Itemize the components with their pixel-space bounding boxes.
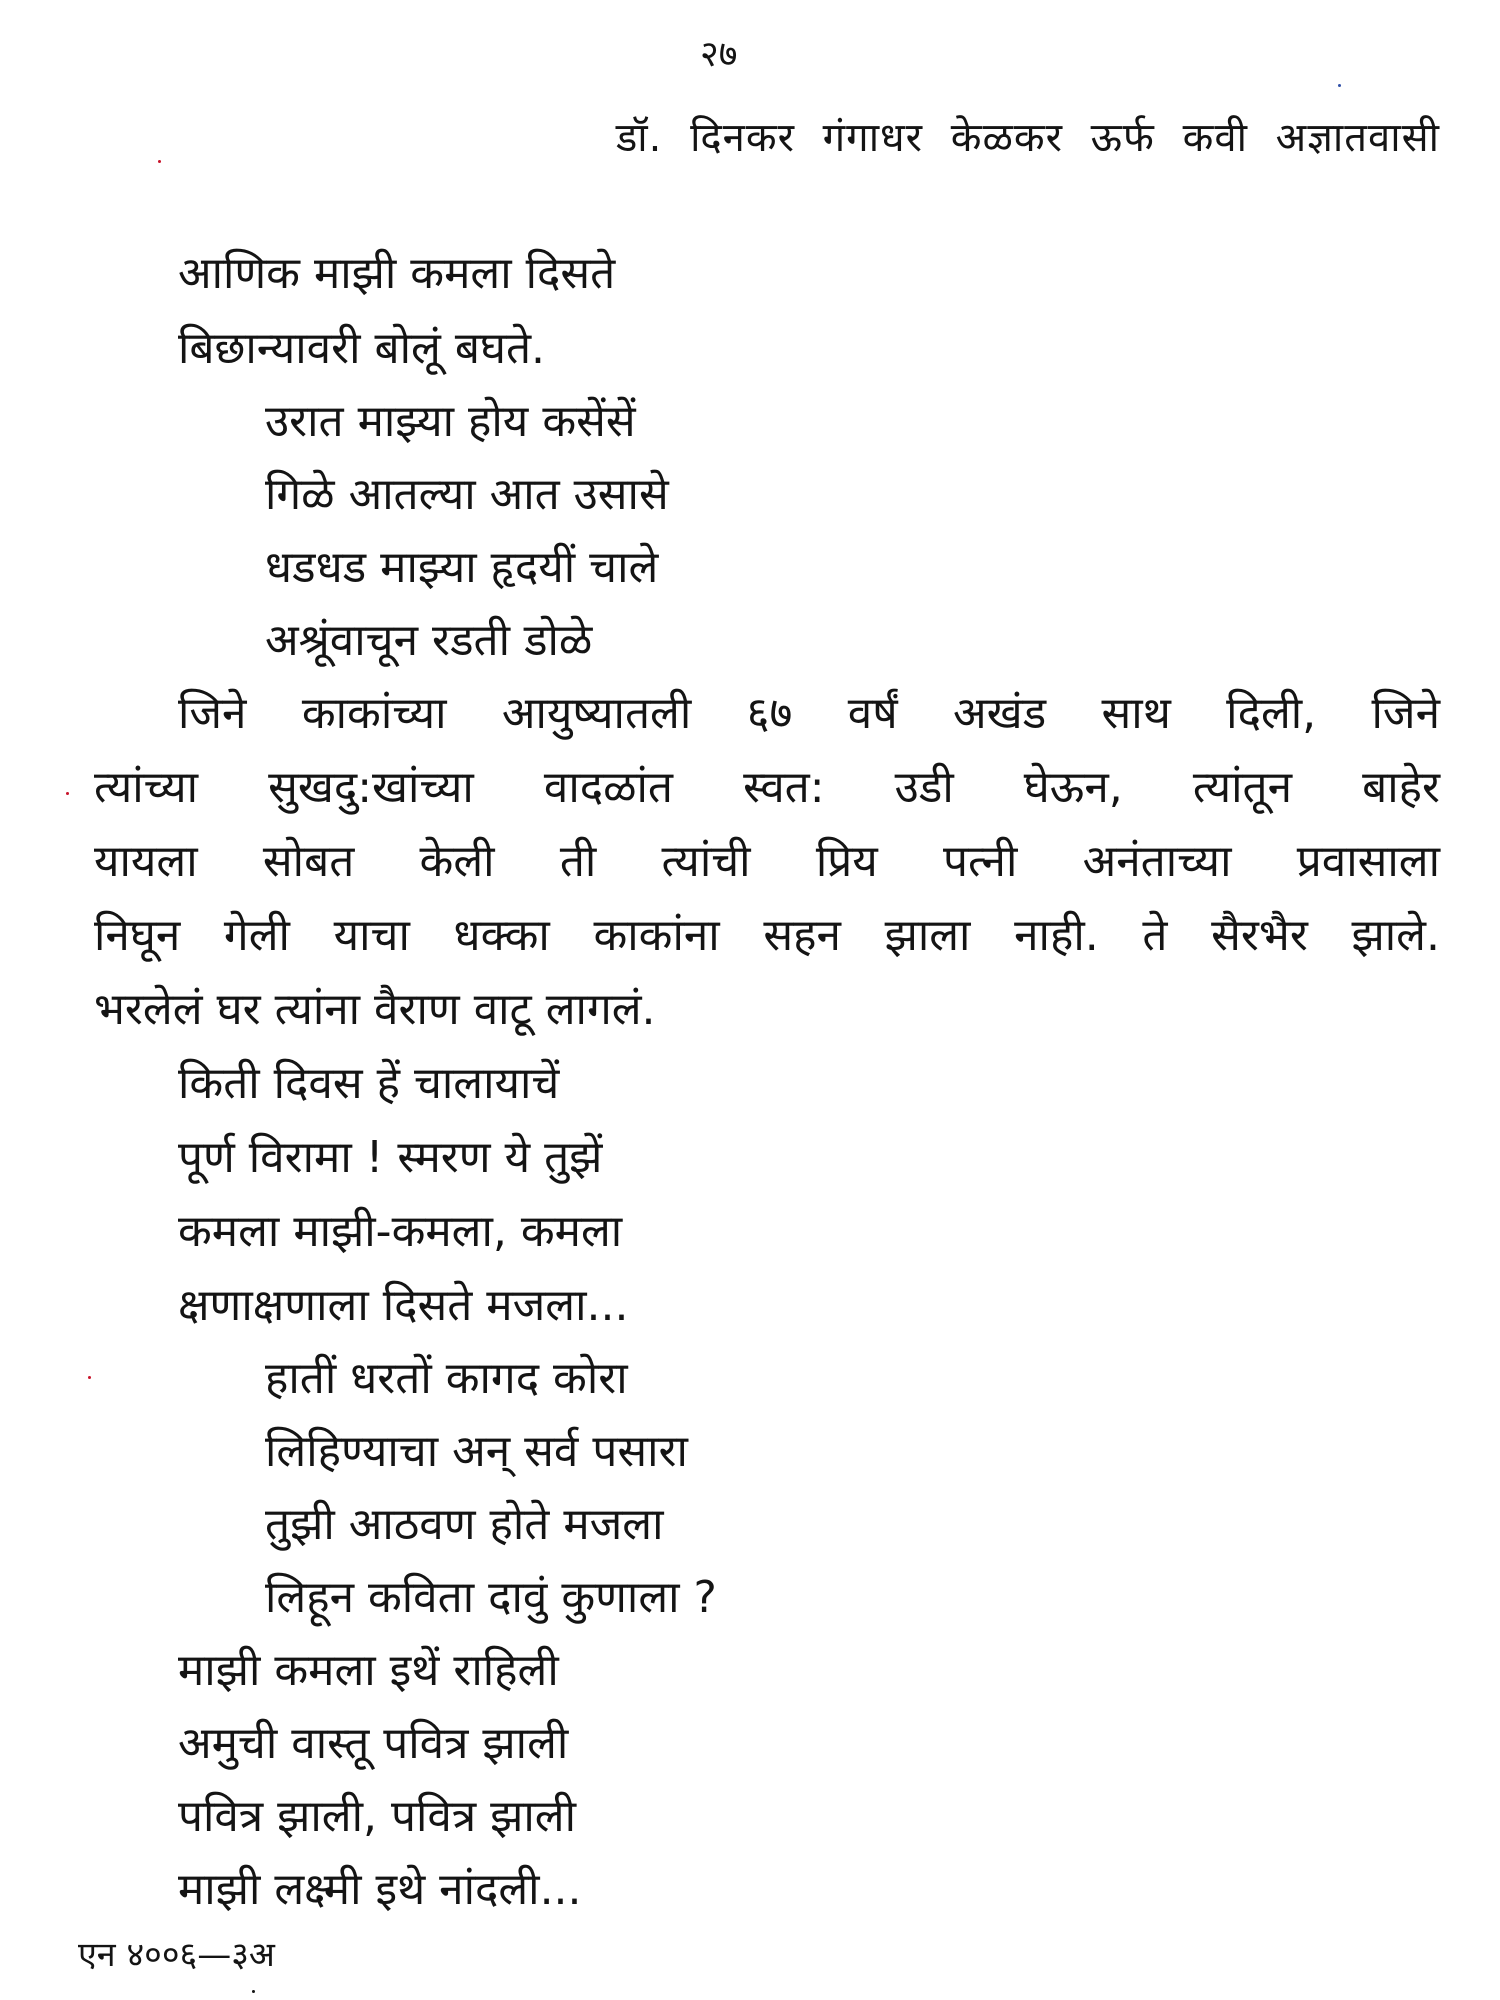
poem-line: अश्रूंवाचून रडती डोळे [265, 615, 593, 666]
poem-line: तुझी आठवण होते मजला [265, 1499, 664, 1550]
prose-line: यायला सोबत केली ती त्यांची प्रिय पत्नी अनंताच्या प्रवासाला [94, 836, 1440, 887]
prose-line: त्यांच्या सुखदु:खांच्या वादळांत स्वत: उडी घेऊन, त्यांतून बाहेर [94, 762, 1440, 813]
page-number: २७ [700, 34, 738, 75]
scan-speck [88, 1376, 91, 1379]
poem-line: धडधड माझ्या हृदयीं चाले [265, 542, 659, 593]
poem-line: पूर्ण विरामा ! स्मरण ये तुझें [178, 1132, 603, 1183]
poem-line: माझी कमला इथें राहिली [178, 1645, 559, 1696]
poem-line: माझी लक्ष्मी इथे नांदली... [178, 1864, 582, 1915]
running-header: डॉ. दिनकर गंगाधर केळकर ऊर्फ कवी अज्ञातवासी [615, 115, 1440, 161]
prose-line: निघून गेली याचा धक्का काकांना सहन झाला नाही. ते सैरभैर झाले. [94, 910, 1440, 961]
poem-line: लिहून कविता दावुं कुणाला ? [265, 1572, 717, 1623]
poem-line: गिळे आतल्या आत उसासे [265, 469, 669, 520]
poem-line: बिछान्यावरी बोलूं बघते. [178, 323, 546, 374]
scan-speck [252, 1990, 255, 1993]
poem-line: आणिक माझी कमला दिसते [178, 248, 616, 299]
poem-line: उरात माझ्या होय कसेंसें [265, 396, 636, 447]
footer-code: एन ४००६—३अ [78, 1935, 275, 1975]
poem-line: पवित्र झाली, पवित्र झाली [178, 1791, 577, 1842]
scan-speck [1338, 84, 1341, 87]
poem-line: क्षणाक्षणाला दिसते मजला... [178, 1280, 629, 1331]
scan-speck [66, 792, 69, 795]
prose-line: भरलेलं घर त्यांना वैराण वाटू लागलं. [94, 984, 656, 1035]
poem-line: हातीं धरतों कागद कोरा [265, 1353, 628, 1404]
scan-speck [158, 160, 161, 163]
poem-line: कमला माझी-कमला, कमला [178, 1206, 623, 1257]
prose-line: जिने काकांच्या आयुष्यातली ६७ वर्षं अखंड साथ दिली, जिने [178, 688, 1440, 739]
poem-line: अमुची वास्तू पवित्र झाली [178, 1718, 569, 1769]
poem-line: लिहिण्याचा अन् सर्व पसारा [265, 1426, 688, 1477]
poem-line: किती दिवस हें चालायाचें [178, 1058, 560, 1109]
